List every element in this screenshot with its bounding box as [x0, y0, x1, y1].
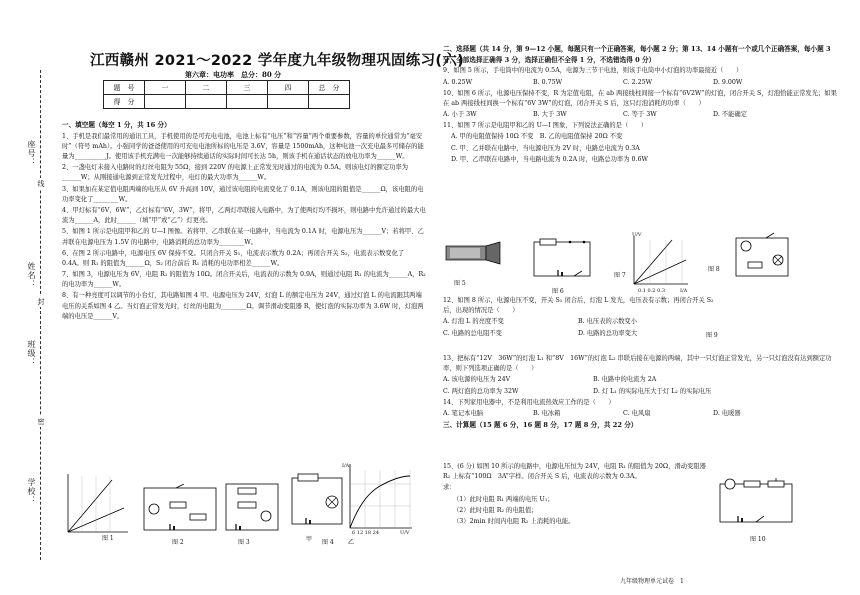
score-table: [103, 80, 350, 109]
figure-7-xlabel: I/A: [680, 288, 688, 294]
figure-3-circuit: [222, 480, 282, 536]
right-column-bottom: [443, 354, 838, 432]
option-c[interactable]: C. 电风扇: [623, 409, 651, 417]
binding-margin: [0, 0, 58, 595]
figure-6-circuit: [530, 236, 594, 282]
figure-7-graph: [628, 234, 690, 290]
option-b[interactable]: B. 电压表的示数变小: [578, 318, 638, 326]
right-column-middle: [443, 296, 718, 340]
question-7: 7、如图 3，电源电压为 6V，电阻 R₁ 的阻值为 10Ω。闭合开关后，电流表的示数为 0.9A，则通过电阻 R₁ 的电流为______A，R₂ 的电功率为______W。: [62, 271, 426, 289]
option-d[interactable]: D. 电暖器: [713, 409, 741, 417]
figure-4b-label: 乙: [348, 539, 355, 546]
figure-4a-label: 甲: [306, 536, 313, 543]
right-column-top: [443, 44, 838, 166]
option-d[interactable]: D. 灯 L₁ 的实际电压大于灯 L₂ 的实际电压: [593, 387, 712, 395]
score-cell[interactable]: [268, 95, 309, 109]
score-value-row: [104, 95, 350, 109]
question-15-ask: 求：: [443, 484, 456, 492]
option-a[interactable]: A. 灯泡 L 的亮度不变: [443, 318, 504, 326]
figure-7-ylabel: U/V: [632, 232, 642, 238]
section-1-heading: 一、填空题（每空 1 分，共 16 分）: [62, 121, 171, 129]
option-b[interactable]: B. 电冰箱: [533, 409, 561, 417]
line-mark: 线: [37, 180, 45, 187]
figure-6-caption: 图 6: [552, 288, 564, 295]
option-c[interactable]: C. 2.25W: [623, 78, 653, 86]
figure-3-caption: 图 3: [238, 539, 250, 546]
question-15-part-3: （3）2min 时间内电阻 R₂ 上消耗的电能。: [453, 517, 575, 525]
option-a[interactable]: A. 笔记本电脑: [443, 409, 484, 417]
option-d[interactable]: D. 不能确定: [713, 111, 748, 119]
score-cell: 二: [186, 81, 227, 95]
figure-8-caption: 图 8: [708, 266, 720, 273]
binding-dashed-line: [40, 70, 41, 560]
sealed-mark: 密: [37, 418, 45, 425]
question-1: 1、手机是我们最常用的通讯工具，手机使用的是可充电电池，电池上标有“电压”和“容量”两个重要参数，容量的单位通常为“毫安时”（符号 mAh）。小强同学的爸爸使用的可充电电池所标的电压是 3.6V，容量是 1500mAh，这种电池一次充电最多可储存的能量为__________J。使用该手机充满电一次能够持续通话的实际时间可长达 5h，则该手机在通话状态的放电功率为______W。: [62, 132, 424, 161]
exam-title: 江西赣州 2021～2022 学年度九年级物理巩固练习(六): [90, 53, 465, 69]
question-5: 5、如图 1 所示是电阻甲和乙的 U—I 图像。若将甲、乙串联在某一电路中，当电流为 0.1A 时，电源电压为______V；若将甲、乙并联在电源电压为 1.5V 的电路中，电路消耗的总功率为________W。: [62, 228, 424, 246]
figure-4b-ylabel: I/A: [342, 463, 350, 469]
score-cell[interactable]: [186, 95, 227, 109]
question-13: 13、把标有“12V 36W”的灯泡 L₁ 和“8V 16W”的灯泡 L₂ 串联后接在电源的两端，其中一只灯泡正常发光，另一只灯泡没有达到额定功率，则下列选项正确的是（ ）: [443, 355, 832, 373]
page-footer: 九年级物理单元试卷 1: [620, 578, 684, 585]
figure-10-caption: 图 10: [750, 536, 766, 543]
figure-2-caption: 图 2: [172, 539, 184, 546]
option-a[interactable]: A. 0.25W: [443, 78, 473, 86]
school-label: 学校：: [27, 478, 36, 505]
option-a[interactable]: A. 小于 3W: [443, 111, 477, 119]
figure-1-caption: 图 1: [102, 535, 114, 542]
figure-4b-xlabel: U/V: [400, 530, 410, 536]
figure-2-circuit: [140, 484, 220, 534]
score-cell[interactable]: [309, 95, 350, 109]
question-11-option-d[interactable]: D. 甲、乙串联在电路中，当电路电流为 0.2A 时，电路总功率为 0.6W: [451, 155, 649, 163]
score-cell: 三: [227, 81, 268, 95]
option-d[interactable]: D. 电路的总功率变大: [578, 329, 638, 337]
question-15-part-2: （2）此时电阻 R₂ 的电阻值；: [453, 506, 538, 514]
figure-4b-ticks: 6 12 18 24: [352, 530, 380, 536]
left-column: [62, 120, 427, 323]
question-10: 10、如图 6 所示，电源电压保持不变，R 为定值电阻，在 ab 两接线柱间接一个标有“6V2W”的灯泡，闭合开关 S，灯泡恰能正常发光；如果在 ab 两接线柱间换一个标有“6V 3W”的灯泡，闭合开关 S 后，这只灯泡消耗的功率（ ）: [443, 89, 837, 107]
question-11: 11、如图 7 所示是电阻甲和乙的 U—I 图象，下列说法正确的是（ ）: [443, 122, 648, 130]
question-6: 6、在图 2 所示电路中，电源电压 6V 保持不变。只闭合开关 S₁，电流表示数为 0.2A；再闭合开关 S₂，电流表示数变化了 0.4A。则 R₁ 的阻值为______Ω，S₂ 闭合前后 R₁ 消耗的电功率相差______W。: [62, 249, 405, 267]
question-12-options-cd: [443, 329, 718, 339]
question-15-part-1: （1）此时电阻 R₁ 两端的电压 U₁；: [453, 495, 554, 503]
question-12: 12、如图 8 所示，电源电压不变，开关 S₁ 闭合后，灯泡 L 发光，电压表有示数；再闭合开关 S₂ 后，出现的情况是（ ）: [443, 297, 714, 315]
score-cell: 一: [145, 81, 186, 95]
question-9-options: [443, 78, 838, 88]
option-c[interactable]: C. 两灯泡的总功率为 32W: [443, 387, 519, 395]
score-header-row: [104, 81, 350, 95]
question-14: 14、下列家用电器中，不是利用电流热效应工作的是（ ）: [443, 398, 615, 406]
section-2-heading: 二、选择题（共 14 分，第 9—12 小题，每题只有一个正确答案，每小题 2 分；第 13、14 小题有一个或几个正确答案，每小题 3 分，全部选择正确得 3 分，选择正确但不全得 1 分，不选错选得 0 分）: [443, 45, 831, 64]
name-label: 姓名：: [27, 262, 36, 289]
score-cell[interactable]: [227, 95, 268, 109]
figure-5-flashlight: [444, 240, 504, 266]
score-cell: 总 分: [309, 81, 350, 95]
question-3: 3、如果加在某定值电阻两端的电压从 6V 升高到 10V，通过该电阻的电流变化了 0.1A，则该电阻的阻值是______Ω，该电阻的电功率变化了________W。: [62, 185, 424, 203]
question-2: 2、一盏电灯未接入电路时的灯丝电阻为 55Ω，接到 220V 的电源上正常发光时通过的电流为 0.5A。则该电灯的额定功率为______W；从刚接通电源到正常发光过程中，电灯的最大功率为______W。: [62, 164, 409, 182]
score-cell: 题 号: [104, 81, 145, 95]
option-b[interactable]: B. 0.75W: [533, 78, 563, 86]
option-b[interactable]: B. 电路中的电流为 2A: [593, 376, 657, 384]
figure-4a-circuit: [288, 472, 346, 532]
question-11-option-ab[interactable]: A. 甲的电阻值保持 10Ω 不变 B. 乙的电阻值保持 20Ω 不变: [451, 133, 623, 141]
question-13-options-ab: [443, 375, 838, 385]
score-cell: 四: [268, 81, 309, 95]
question-8: 8、有一种亮度可以调节的小台灯，其电路如图 4 甲。电源电压为 24V，灯泡 L 的额定电压为 24V，通过灯泡 L 的电流跟其两端电压的关系如图 4 乙。当灯泡正常发光时，灯丝的电阻为________Ω。调节滑动变阻器 R，使灯泡的实际功率为 3.6W 时，灯泡两端的电压是______V。: [62, 292, 424, 320]
seat-label: 座号：: [27, 140, 36, 167]
option-b[interactable]: B. 大于 3W: [533, 111, 567, 119]
figure-10-circuit: [716, 478, 796, 528]
option-d[interactable]: D. 9.00W: [713, 78, 743, 86]
figure-1-graph: [62, 470, 132, 538]
score-cell: 得 分: [104, 95, 145, 109]
question-9: 9、如图 5 所示，手电筒中的电流为 0.5A，电源为三节干电池，则该手电筒中小灯泡的功率最接近（ ）: [443, 67, 743, 75]
question-15-block: [443, 462, 713, 528]
question-10-options: [443, 110, 838, 120]
class-label: 班级：: [27, 340, 36, 367]
question-15: 15、(6 分) 如图 10 所示的电路中，电源电压恒为 24V，电阻 R₁ 的阻值为 20Ω，滑动变阻器 R₂ 上标有“100Ω 3A”字样。闭合开关 S 后，电流表的示数为 0.3A。: [443, 463, 706, 481]
seal-mark: 封: [37, 298, 45, 305]
figure-4-caption: 图 4: [322, 539, 334, 546]
figure-8-circuit: [730, 232, 794, 282]
question-14-options: [443, 409, 838, 419]
exam-subtitle: 第六章：电功率 总分：80 分: [185, 70, 282, 79]
option-a[interactable]: A. 该电源的电压为 24V: [443, 376, 511, 384]
question-11-option-c[interactable]: C. 甲、乙并联在电路中，当电源电压为 2V 时，电路总电流为 0.3A: [451, 144, 640, 152]
question-13-options-cd: [443, 387, 838, 397]
figure-5-caption: 图 5: [454, 280, 466, 287]
section-3-heading: 三、计算题（15 题 6 分，16 题 8 分，17 题 8 分，共 22 分）: [443, 421, 638, 430]
figure-7-caption: 图 7: [614, 272, 626, 279]
figure-7-ticks: 0.1 0.2 0.3: [638, 288, 666, 294]
figure-4b-graph: [342, 462, 414, 536]
option-c[interactable]: C. 电路的总电阻不变: [443, 329, 502, 337]
question-12-options-ab: [443, 317, 718, 327]
option-c[interactable]: C. 等于 3W: [623, 111, 657, 119]
question-4: 4、甲灯标有“6V，6W”，乙灯标有“6V，3W”，将甲，乙两灯串联接入电路中，为了使两灯均不损坏，则电路中允许通过的最大电流为______A，此时______（填“甲”或“乙”）灯更亮。: [62, 206, 426, 225]
score-cell[interactable]: [145, 95, 186, 109]
figure-9-caption: 图 9: [706, 332, 718, 339]
